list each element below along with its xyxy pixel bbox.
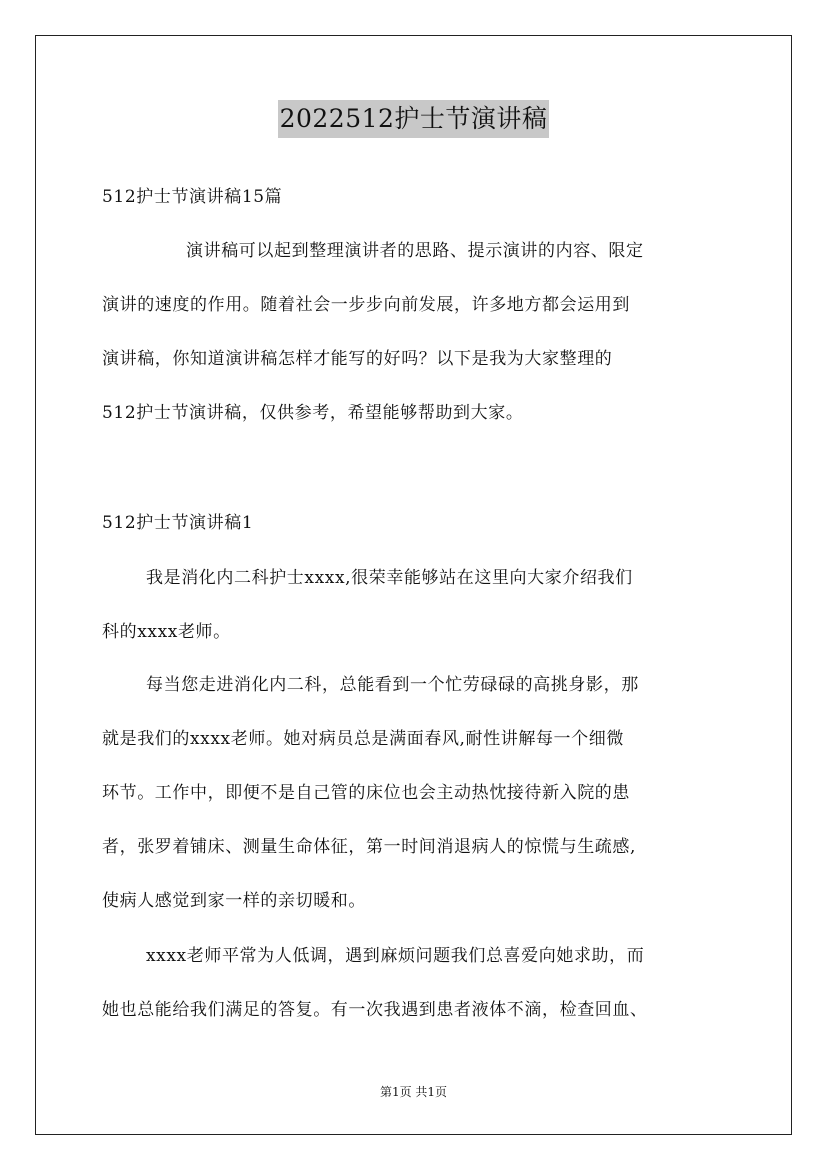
body-line: 我是消化内二科护士xxxx,很荣幸能够站在这里向大家介绍我们: [146, 568, 633, 588]
body-line: 使病人感觉到家一样的亲切暖和。: [102, 891, 366, 911]
page-footer: 第1页 共1页: [379, 1085, 448, 1099]
document-title-wrap: [0, 100, 827, 138]
body-line: 每当您走进消化内二科，总能看到一个忙劳碌碌的高挑身影，那: [146, 675, 639, 695]
body-line: 就是我们的xxxx老师。她对病员总是满面春风,耐性讲解每一个细微: [102, 729, 624, 749]
intro-line: 512护士节演讲稿，仅供参考，希望能够帮助到大家。: [102, 403, 524, 423]
body-line: xxxx老师平常为人低调，遇到麻烦问题我们总喜爱向她求助，而: [146, 946, 645, 966]
intro-line: 演讲稿可以起到整理演讲者的思路、提示演讲的内容、限定: [186, 241, 644, 261]
body-line: 者，张罗着铺床、测量生命体征，第一时间消退病人的惊慌与生疏感,: [102, 837, 637, 857]
subtitle: 512护士节演讲稿15篇: [102, 187, 283, 207]
section-heading: 512护士节演讲稿1: [102, 513, 254, 533]
body-line: 科的xxxx老师。: [102, 622, 231, 642]
body-line: 她也总能给我们满足的答复。有一次我遇到患者液体不滴，检查回血、: [102, 1000, 648, 1020]
intro-line: 演讲的速度的作用。随着社会一步步向前发展，许多地方都会运用到: [102, 295, 630, 315]
document-title: 2022512护士节演讲稿: [278, 100, 550, 138]
body-line: 环节。工作中，即便不是自己管的床位也会主动热忱接待新入院的患: [102, 783, 630, 803]
intro-line: 演讲稿，你知道演讲稿怎样才能写的好吗？以下是我为大家整理的: [102, 349, 613, 369]
